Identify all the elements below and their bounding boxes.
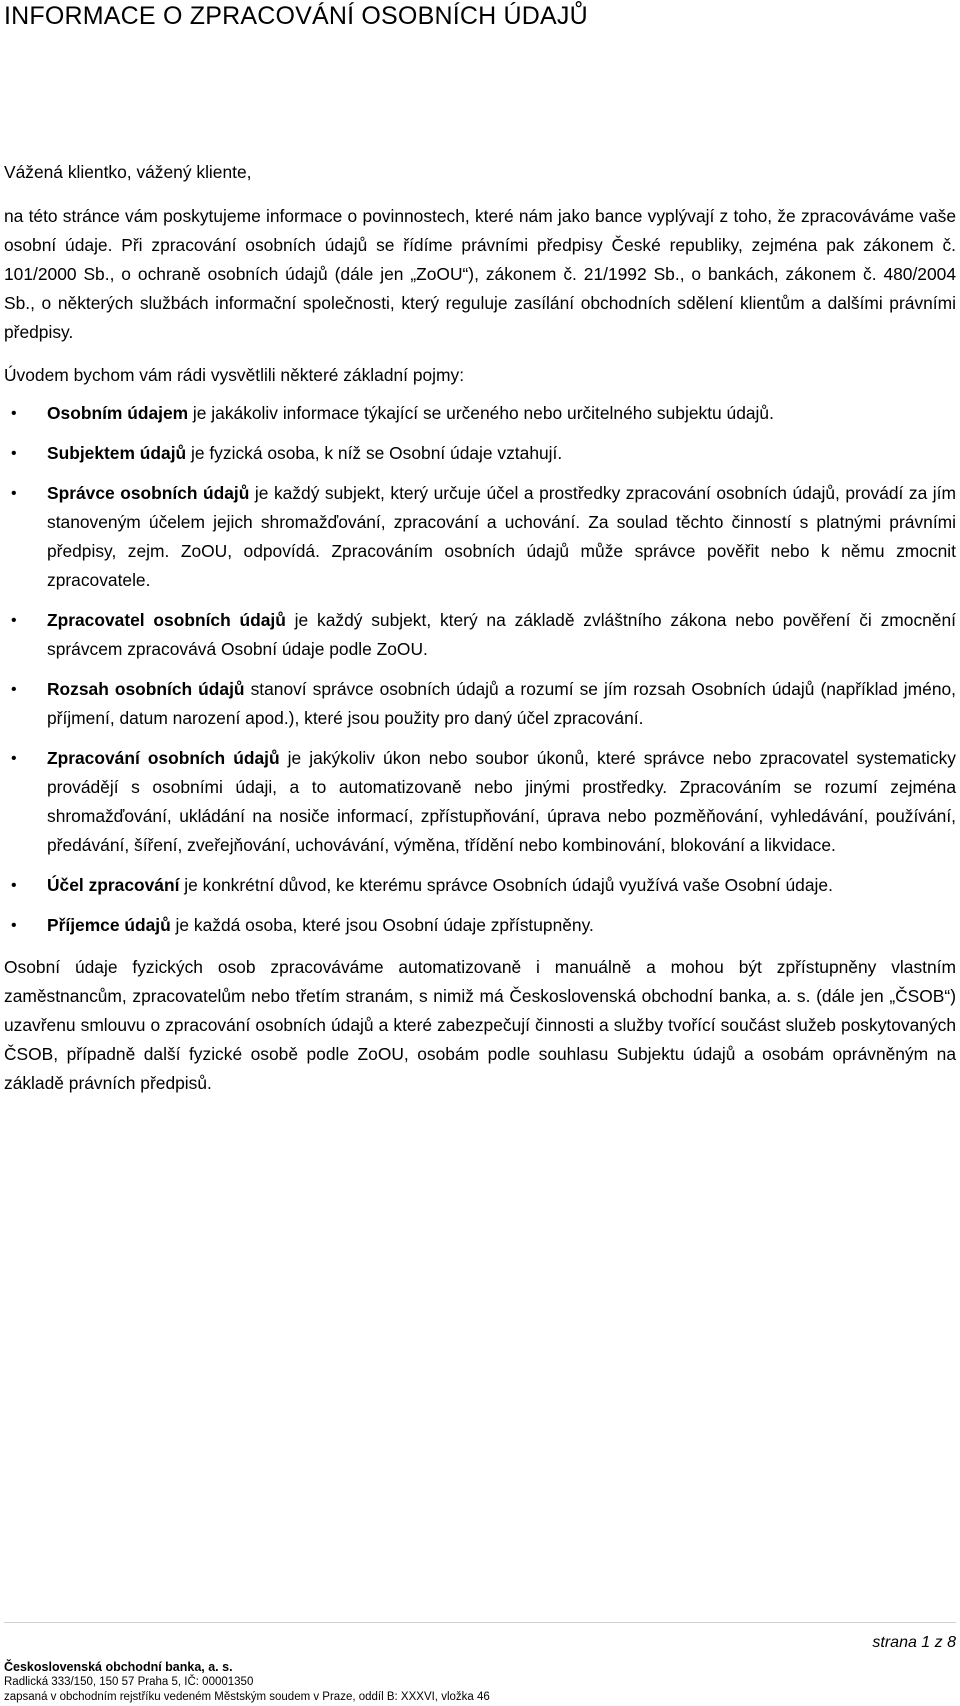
definition-text: je jakýkoliv úkon nebo soubor úkonů, které správce nebo zpracovatel systematicky provádějí s osobními údaji, a to automatizovaně nebo jinými prostředky. Zpracováním se rozumí zejména shromažďování, ukládání na nosiče informací, zpřístupňování, úprava nebo pozměňování, vyhledávání, používání, předávání, šíření, zveřejňování, uchovávání, výměna, třídění nebo kombinování, blokování a likvidace. <box>47 748 957 855</box>
law-reference-21-1992: č. 21/1992 Sb. <box>563 264 680 284</box>
page-number: strana 1 z 8 <box>872 1634 956 1651</box>
definition-item <box>4 399 956 428</box>
definition-text: je každá osoba, které jsou Osobní údaje zpřístupněny. <box>170 915 594 935</box>
intro-text-3: , o bankách, zákonem <box>679 264 864 284</box>
law-reference-101-2000: 101/2000 Sb. <box>4 264 110 284</box>
definition-text: je jakákoliv informace týkající se určeného nebo určitelného subjektu údajů. <box>188 403 774 423</box>
salutation: Vážená klientko, vážený kliente, <box>4 162 252 182</box>
definition-term: Zpracování osobních údajů <box>47 748 280 768</box>
definition-item <box>4 439 956 468</box>
intro-text-4: , o některých službách informační společnosti, který reguluje zasílání obchodních sdělení klientům a dalšími právními předpisy. <box>4 293 956 342</box>
definitions-list <box>4 399 956 940</box>
definition-term: Subjektem údajů <box>47 443 187 463</box>
definition-term: Rozsah osobních údajů <box>47 679 245 699</box>
definition-text: je fyzická osoba, k níž se Osobní údaje vztahují. <box>186 443 563 463</box>
intro-text-1: na této stránce vám poskytujeme informace o povinnostech, které nám jako bance vyplývají z toho, že zpracováváme vaše osobní údaje. Při zpracování osobních údajů se řídíme právními předpisy České republiky, zejména pak zákonem č. <box>4 206 956 255</box>
definitions-lead: Úvodem bychom vám rádi vysvětlili některé základní pojmy: <box>4 365 465 385</box>
footer <box>4 1660 490 1705</box>
definition-term: Zpracovatel osobních údajů <box>47 610 286 630</box>
definition-item <box>4 606 956 664</box>
definition-text: stanoví správce osobních údajů a rozumí se jím rozsah Osobních údajů (například jméno, příjmení, datum narození apod.), které jsou použity pro daný účel zpracování. <box>47 679 956 728</box>
definition-item <box>4 871 956 900</box>
definition-text: je každý subjekt, který na základě zvláštního zákona nebo pověření či zmocnění správcem zpracovává Osobní údaje podle ZoOU. <box>47 610 956 659</box>
definition-text: je konkrétní důvod, ke kterému správce Osobních údajů využívá vaše Osobní údaje. <box>179 875 833 895</box>
definition-item <box>4 911 956 940</box>
footer-address: Radlická 333/150, 150 57 Praha 5, IČ: 00001350 <box>4 1676 254 1688</box>
definition-item <box>4 479 956 595</box>
law-reference-480-2004: č. 480/2004 Sb. <box>4 264 956 313</box>
definition-text: je každý subjekt, který určuje účel a prostředky zpracování osobních údajů, provádí za jím stanoveným účelem jejich shromažďování, zpracování a uchování. Za soulad těchto činností s platnými právními předpisy, zejm. ZoOU, odpovídá. Zpracováním osobních údajů může správce pověřit nebo k němu zmocnit zpracovatele. <box>47 483 956 590</box>
document-body <box>4 158 956 1098</box>
footer-divider <box>4 1622 956 1623</box>
definition-term: Příjemce údajů <box>47 915 171 935</box>
intro-paragraph <box>4 202 956 347</box>
closing-paragraph: Osobní údaje fyzických osob zpracováváme automatizovaně i manuálně a mohou být zpřístupněny vlastním zaměstnancům, zpracovatelům nebo třetím stranám, s nimiž má Československá obchodní banka, a. s. (dále jen „ČSOB“) uzavřenu smlouvu o zpracování osobních údajů a které zabezpečují činnosti a služby tvořící součást služeb poskytovaných ČSOB, případně další fyzické osobě podle ZoOU, osobám podle souhlasu Subjektu údajů a osobám oprávněným na základě právních předpisů. <box>4 957 956 1093</box>
definition-item <box>4 744 956 860</box>
page-title: INFORMACE O ZPRACOVÁNÍ OSOBNÍCH ÚDAJŮ <box>4 2 588 30</box>
footer-bank-name: Československá obchodní banka, a. s. <box>4 1660 233 1674</box>
definition-term: Osobním údajem <box>47 403 189 423</box>
definition-term: Správce osobních údajů <box>47 483 250 503</box>
footer-registry: zapsaná v obchodním rejstříku vedeném Městským soudem v Praze, oddíl B: XXXVI, vložka 46 <box>4 1691 490 1703</box>
definition-term: Účel zpracování <box>47 875 180 895</box>
intro-text-2: , o ochraně osobních údajů (dále jen „ZoOU“), zákonem <box>109 264 564 284</box>
definition-item <box>4 675 956 733</box>
